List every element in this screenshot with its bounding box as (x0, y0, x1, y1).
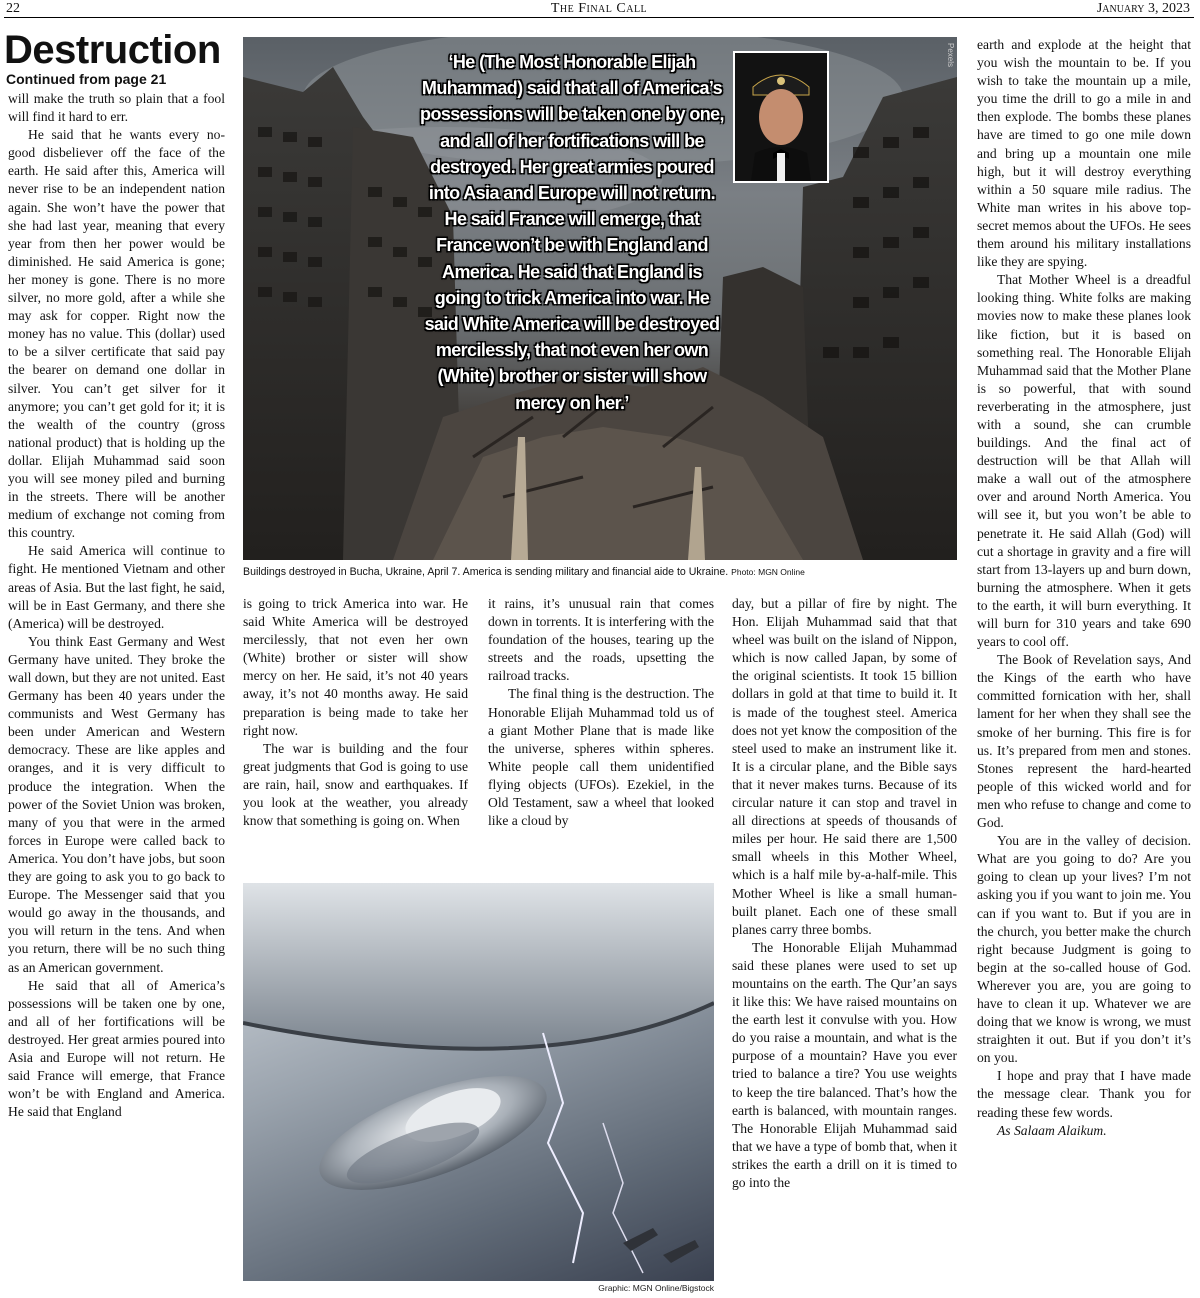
article-paragraph: is going to trick America into war. He said White America will be destroyed mercilessly, that not even her own (White) brother or sister will show mercy on her. He said, it’s not 40 years away, it’s not 40 months away. He said preparation is being made to take her right now. (243, 596, 468, 738)
jump-line: Continued from page 21 (6, 71, 167, 87)
article-column-2 (243, 595, 468, 870)
article-paragraph: The Book of Revelation says, And the Kings of the earth who have committed fornication with her, shall lament for her when they shall see the smoke of her burning. This fire is for us. It’s prepared from men and stones. Stones represent the hard-hearted people of this wicked world and for men who refuse to change and come to God. (977, 652, 1191, 831)
article-paragraph: That Mother Wheel is a dreadful looking thing. White folks are making movies now to make these planes look like fiction, but it is based on something real. The Honorable Elijah Muhammad said that the Mother Plane is so powerful, that with sound reverberating in the atmosphere, just with a sound, she can crumble buildings. And the final act of destruction will be that Allah will make a wall out of the atmosphere over and around North America. You will see it, but you won’t be able to penetrate it. He said Allah (God) will cut a shortage in gravity and a fire will start from 13-layers up and burn down, burning the atmosphere. When it gets to the earth, it will burn everything. It will burn for 310 years and take 690 years to cool off. (977, 272, 1191, 650)
page-number: 22 (6, 1, 20, 16)
portrait-illustration (735, 53, 827, 181)
headline: Destruction (4, 28, 221, 72)
masthead (4, 0, 1194, 18)
caption-text: Buildings destroyed in Bucha, Ukraine, April 7. America is sending military and financial aide to Ukraine. (243, 566, 729, 578)
photo-caption (243, 566, 957, 579)
article-paragraph: I hope and pray that I have made the message clear. Thank you for reading these few words. (977, 1068, 1191, 1120)
caption-credit: Photo: MGN Online (731, 567, 805, 577)
pull-quote: ‘He (The Most Honorable Elijah Muhammad) said that all of America’s possessions will be taken one by one, and all of her fortifications will be destroyed. Her great armies poured into Asia and Europe will not return. He said France will emerge, that France won’t be with England and America. He said that England is going to trick America into war. He said White America will be destroyed mercilessly, that not even her own (White) brother or sister will show mercy on her.’ (420, 52, 724, 413)
article-paragraph: He said America will continue to fight. He mentioned Vietnam and other areas of Asia. But the last fight, he said, will be in East Germany, and there she (America) will be destroyed. (8, 543, 225, 631)
article-paragraph: day, but a pillar of fire by night. The Hon. Elijah Muhammad said that that wheel was built on the island of Nippon, which is now called Japan, by some of the original scientists. It took 15 billion dollars in gold at that time to build it. It is made of the toughest steel. America does not yet know the composition of the steel used to make an instrument like it. It is a circular plane, and the Bible says that it never makes turns. Because of its circular nature it can stop and travel in all directions at speeds of thousands of miles per hour. He said there are 1,500 small wheels in this Mother Wheel, which is a half mile by-a-half-mile. This Mother Wheel is like a small human-built planet. Each one of these small planes carry three bombs. (732, 596, 957, 937)
article-paragraph: The war is building and the four great judgments that God is going to use are rain, hail, snow and earthquakes. If you look at the weather, you already know that something is going on. When (243, 740, 468, 829)
publication-name: The Final Call (550, 1, 648, 16)
article-column-3 (488, 595, 714, 870)
article-paragraph: He said that all of America’s possessions will be taken one by one, and all of her fortifications will be destroyed. Her great armies poured into Asia and Europe will not return. He said France will emerge, that France won’t be with England and America. He said that England (8, 977, 225, 1120)
ufo-illustration (243, 883, 714, 1281)
ufo-graphic (243, 883, 714, 1281)
article-column-1 (8, 90, 225, 1295)
article-paragraph: The final thing is the destruction. The Honorable Elijah Muhammad told us of a giant Mother Plane that is made like the universe, spheres within spheres. White people call them unidentified flying objects (UFOs). Ezekiel, in the Old Testament, saw a wheel that looked like a cloud by (488, 686, 714, 829)
portrait-photo (733, 51, 829, 183)
article-paragraph: As Salaam Alaikum. (997, 1122, 1107, 1138)
article-paragraph: earth and explode at the height that you wish the mountain to be. If you wish to take the mountain up a mile, you time the drill to go a mile in and then explode. The bombs these planes have are timed to go one mile down and bring up a mountain one mile high, but it will destroy everything within a 50 square mile radius. The White man writes in his above top-secret memos about the UFOs. He sees them around his military installations like they are spying. (977, 37, 1191, 270)
article-paragraph: You are in the valley of decision. What are you going to do? Are you going to clean up your lives? I’m not asking you if you want to join me. You can if you want to. But if you are in the church, you better make the church right because Judgment is going to begin at the so-called house of God. Wherever you are, you are going to have to clean it up. Whatever we are doing that we know is wrong, we must straighten it out. But if you don’t it’s on you. (977, 833, 1191, 1066)
article-paragraph: He said that he wants every no-good disbeliever off the face of the earth. He said after this, America will never rise to be an independent nation again. She won’t have the power that she had last year, meaning that every year from then her power would be diminished. He said America is gone; her money is gone. There is no more silver, no more gold, after a while she may ask for copper. Right now the money has no value. This (dollar) used to be a silver certificate that said pay the bearer on demand one dollar in silver. You can’t get silver for it anymore; you can’t get gold for it; it is the wealth of the country (gross national product) that is holding up the dollar. Elijah Muhammad said soon you will see money piled and burning in the streets. There will be another medium of exchange not coming from this country. (8, 127, 225, 541)
article-column-5 (977, 36, 1191, 1298)
issue-date: January 3, 2023 (1096, 1, 1190, 16)
ruins-photo (243, 37, 957, 560)
graphic-credit: Graphic: MGN Online/Bigstock (598, 1283, 714, 1293)
photo-vertical-credit: Pexels (946, 43, 955, 68)
article-paragraph: The Honorable Elijah Muhammad said these planes were used to set up mountains on the earth. The Qur’an says it like this: We have raised mountains on the earth lest it convulse with you. How do you raise a mountain, and what is the purpose of a mountain? Have you ever tried to balance a tire? You use weights to keep the tire balanced. That’s how the earth is balanced, with mountain ranges. The Honorable Elijah Muhammad said that we have a type of bomb that, when it strikes the earth a drill on it is timed to go into the (732, 939, 957, 1190)
article-paragraph: it rains, it’s unusual rain that comes down in torrents. It is interfering with the foundation of the houses, tearing up the streets and the roads, upsetting the railroad tracks. (488, 596, 714, 684)
article-paragraph: You think East Germany and West Germany have united. They broke the wall down, but they are not united. East Germany has been 40 years under the communists and West Germany has been under American and Western democracy. These are like apples and oranges, and it is very difficult to produce the integration. When the power of the Soviet Union was broken, many of you that were in the armed forces in Europe were called back to America. You don’t have jobs, but soon they are going to ask you to go back to Europe. The Messenger said that you would go away in the thousands, and you will return in the tens. And when you return, there will be no such thing as an American government. (8, 633, 225, 975)
article-paragraph: will make the truth so plain that a fool will find it hard to err. (8, 91, 225, 125)
article-column-4 (732, 595, 957, 1298)
